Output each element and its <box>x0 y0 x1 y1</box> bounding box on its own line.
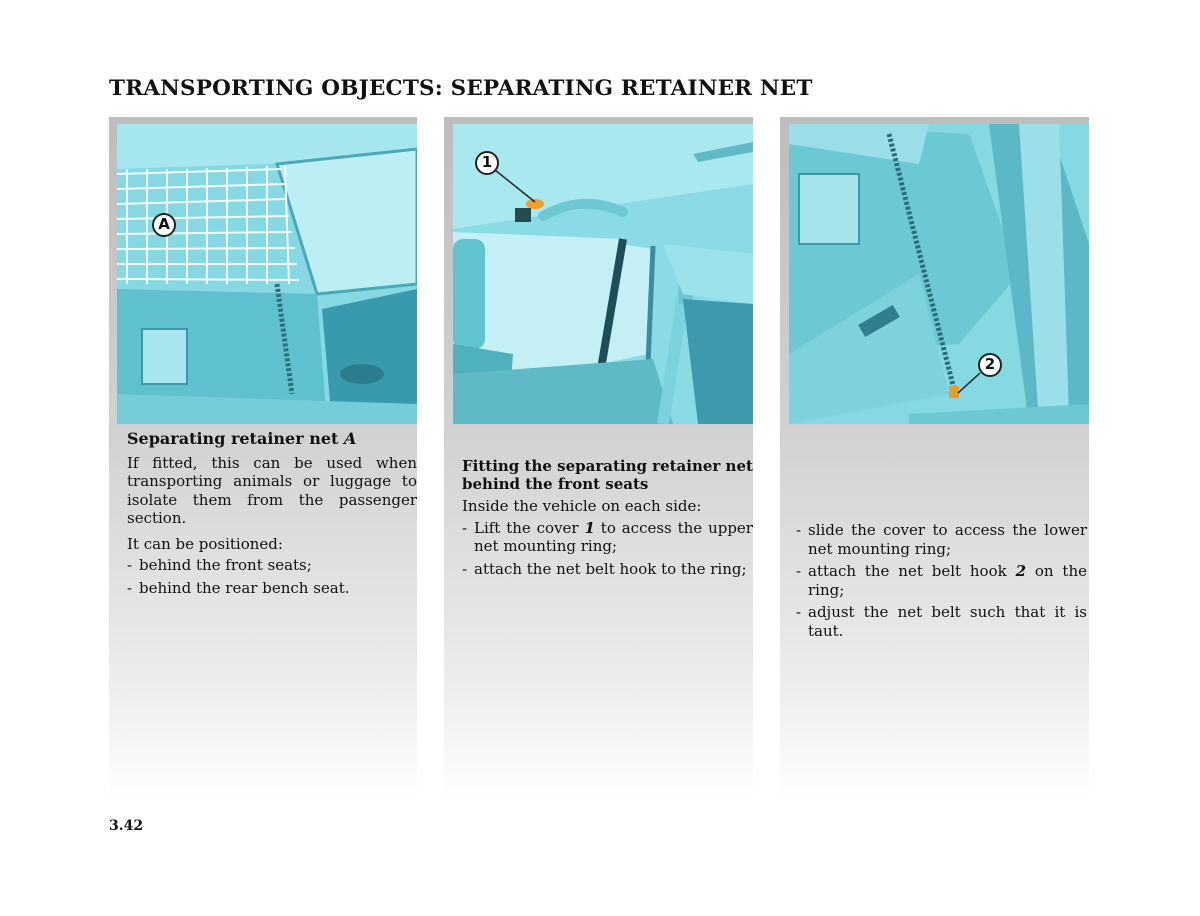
column-fitting-upper <box>444 117 753 802</box>
callout-leader-1 <box>493 168 543 208</box>
intro-paragraph: Inside the vehicle on each side: <box>462 497 702 515</box>
lower-mounting-illustration <box>789 124 1089 424</box>
photo-upper-mounting <box>453 124 753 424</box>
photo-lower-mounting <box>789 124 1089 424</box>
steps-list <box>462 519 753 579</box>
step-text: to access the upper net mounting ring; <box>474 518 753 555</box>
list-item <box>462 519 753 556</box>
section-heading: Fitting the separating retainer net behind the front seats <box>462 457 753 493</box>
column-fitting-lower <box>780 117 1089 802</box>
list-item <box>796 562 1087 599</box>
step-ref: 1 <box>584 518 595 537</box>
heading-ref: A <box>343 429 357 448</box>
steps-list <box>796 521 1087 640</box>
step-text: on the ring; <box>808 562 1088 599</box>
callout-label-1: 1 <box>481 153 493 171</box>
section-heading <box>127 430 417 449</box>
positions-list <box>127 556 417 597</box>
column-retainer-net <box>109 117 417 802</box>
heading-text: Separating retainer net <box>127 429 344 448</box>
list-item: - attach the net belt hook to the ring; <box>462 560 753 579</box>
page-number: 3.42 <box>109 818 144 834</box>
page-title: TRANSPORTING OBJECTS: SEPARATING RETAINER NET <box>109 76 813 101</box>
step-ref: 2 <box>1015 562 1027 580</box>
callout-label-a: A <box>158 215 170 233</box>
positions-intro: It can be positioned: <box>127 534 283 553</box>
callout-leader-2 <box>954 371 984 401</box>
intro-paragraph: If fitted, this can be used when transporting animals or luggage to isolate them from the passenger section. <box>127 453 417 527</box>
photo-retainer-net-a <box>117 124 417 424</box>
fitting-lower-text <box>796 521 1087 644</box>
list-item: - adjust the net belt such that it is taut. <box>796 603 1087 640</box>
callout-label-2: 2 <box>984 355 996 373</box>
list-item: - slide the cover to access the lower net mounting ring; <box>796 521 1087 558</box>
fitting-upper-text <box>462 457 753 582</box>
list-item: - behind the front seats; <box>127 556 417 575</box>
step-text: Lift the cover <box>474 518 585 537</box>
list-item: - behind the rear bench seat. <box>127 579 417 598</box>
retainer-net-text <box>127 430 417 601</box>
retainer-net-illustration <box>117 124 417 424</box>
step-text: attach the net belt hook <box>808 562 1016 580</box>
